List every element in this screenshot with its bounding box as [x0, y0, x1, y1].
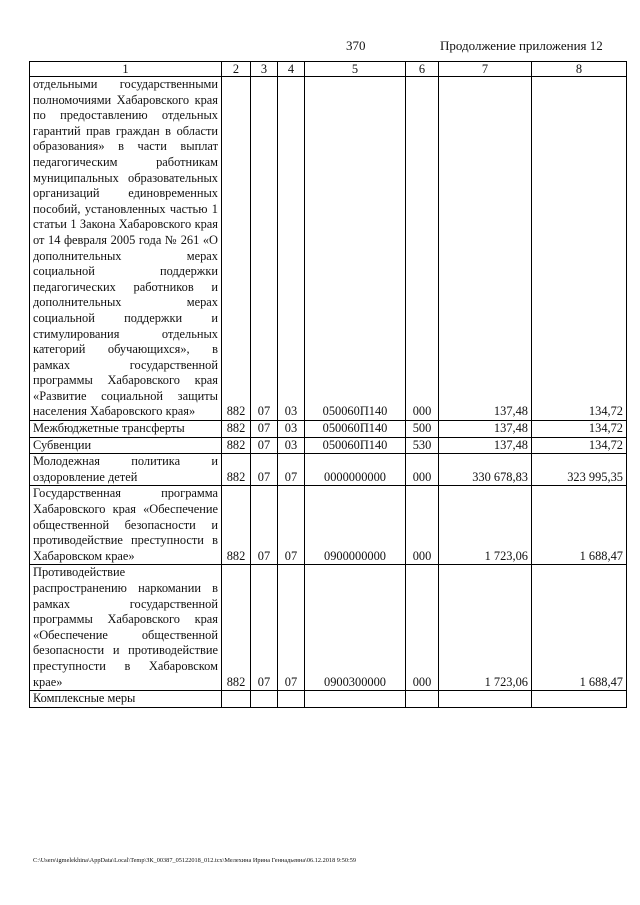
- amount-2: 134,72: [532, 437, 627, 454]
- row-name: Комплексные меры: [30, 691, 222, 708]
- expense-type-code: 500: [406, 421, 439, 438]
- amount-1: [439, 691, 532, 708]
- amount-2: 323 995,35: [532, 454, 627, 486]
- table-row: [30, 486, 627, 565]
- budget-table: [29, 61, 627, 708]
- expense-type-code: 000: [406, 77, 439, 421]
- amount-1: 137,48: [439, 437, 532, 454]
- amount-2: [532, 691, 627, 708]
- section-code: 07: [251, 454, 278, 486]
- target-code: [305, 691, 406, 708]
- column-number: 1: [30, 62, 222, 77]
- expense-type-code: 530: [406, 437, 439, 454]
- table-row: [30, 437, 627, 454]
- amount-1: 1 723,06: [439, 565, 532, 691]
- column-number: 5: [305, 62, 406, 77]
- expense-type-code: [406, 691, 439, 708]
- amount-2: 1 688,47: [532, 486, 627, 565]
- gr-code: 882: [222, 454, 251, 486]
- gr-code: 882: [222, 486, 251, 565]
- target-code: 050060П140: [305, 437, 406, 454]
- subsection-code: 07: [278, 486, 305, 565]
- gr-code: [222, 691, 251, 708]
- subsection-code: [278, 691, 305, 708]
- table-row: [30, 691, 627, 708]
- table-row: [30, 421, 627, 438]
- expense-type-code: 000: [406, 565, 439, 691]
- target-code: 0900000000: [305, 486, 406, 565]
- gr-code: 882: [222, 437, 251, 454]
- target-code: 0000000000: [305, 454, 406, 486]
- column-number: 3: [251, 62, 278, 77]
- amount-1: 330 678,83: [439, 454, 532, 486]
- gr-code: 882: [222, 421, 251, 438]
- amount-2: 1 688,47: [532, 565, 627, 691]
- gr-code: 882: [222, 77, 251, 421]
- row-name: Государственная программа Хабаровского края «Обеспечение общественной безопасности и противодействие преступности в Хабаровском крае»: [30, 486, 222, 565]
- gr-code: 882: [222, 565, 251, 691]
- expense-type-code: 000: [406, 486, 439, 565]
- subsection-code: 03: [278, 437, 305, 454]
- amount-2: 134,72: [532, 421, 627, 438]
- amount-2: 134,72: [532, 77, 627, 421]
- subsection-code: 07: [278, 565, 305, 691]
- section-code: 07: [251, 565, 278, 691]
- target-code: 0900300000: [305, 565, 406, 691]
- column-number: 8: [532, 62, 627, 77]
- row-name: отдельными государственными полномочиями Хабаровского края по предоставлению отдельных гарантий прав граждан в области образования» в части выплат педагогическим работникам муниципальных образовательных организаций единовременных пособий, установленных частью 1 статьи 1 Закона Хабаровского края от 14 февраля 2005 года № 261 «О дополнительных мерах социальной поддержки педагогических работников и дополнительных мерах социальной поддержки и стимулирования отдельных категорий обучающихся», в рамках государственной программы Хабаровского края «Развитие социальной защиты населения Хабаровского края»: [30, 77, 222, 421]
- amount-1: 1 723,06: [439, 486, 532, 565]
- column-number: 6: [406, 62, 439, 77]
- expense-type-code: 000: [406, 454, 439, 486]
- column-number: 4: [278, 62, 305, 77]
- section-code: 07: [251, 486, 278, 565]
- column-number: 7: [439, 62, 532, 77]
- subsection-code: 03: [278, 77, 305, 421]
- section-code: 07: [251, 437, 278, 454]
- section-code: 07: [251, 421, 278, 438]
- row-name: Молодежная политика и оздоровление детей: [30, 454, 222, 486]
- footer-file-path: C:\Users\igmelekhina\AppData\Local\Temp\ЗК_00387_05122018_012.tcx\Мелехина Ирина Геннадьевна\06.12.2018 9:50:59: [33, 857, 357, 864]
- page-number: 370: [346, 38, 366, 53]
- section-code: 07: [251, 77, 278, 421]
- subsection-code: 03: [278, 421, 305, 438]
- amount-1: 137,48: [439, 77, 532, 421]
- column-number: 2: [222, 62, 251, 77]
- target-code: 050060П140: [305, 421, 406, 438]
- table-row: [30, 77, 627, 421]
- amount-1: 137,48: [439, 421, 532, 438]
- continuation-title: Продолжение приложения 12: [440, 38, 603, 53]
- row-name: Противодействие распространению наркомании в рамках государственной программы Хабаровского края «Обеспечение общественной безопасности и противодействие преступности в Хабаровском крае»: [30, 565, 222, 691]
- target-code: 050060П140: [305, 77, 406, 421]
- table-row: [30, 565, 627, 691]
- table-row: [30, 454, 627, 486]
- subsection-code: 07: [278, 454, 305, 486]
- column-number-row: [30, 62, 627, 77]
- row-name: Субвенции: [30, 437, 222, 454]
- row-name: Межбюджетные трансферты: [30, 421, 222, 438]
- section-code: [251, 691, 278, 708]
